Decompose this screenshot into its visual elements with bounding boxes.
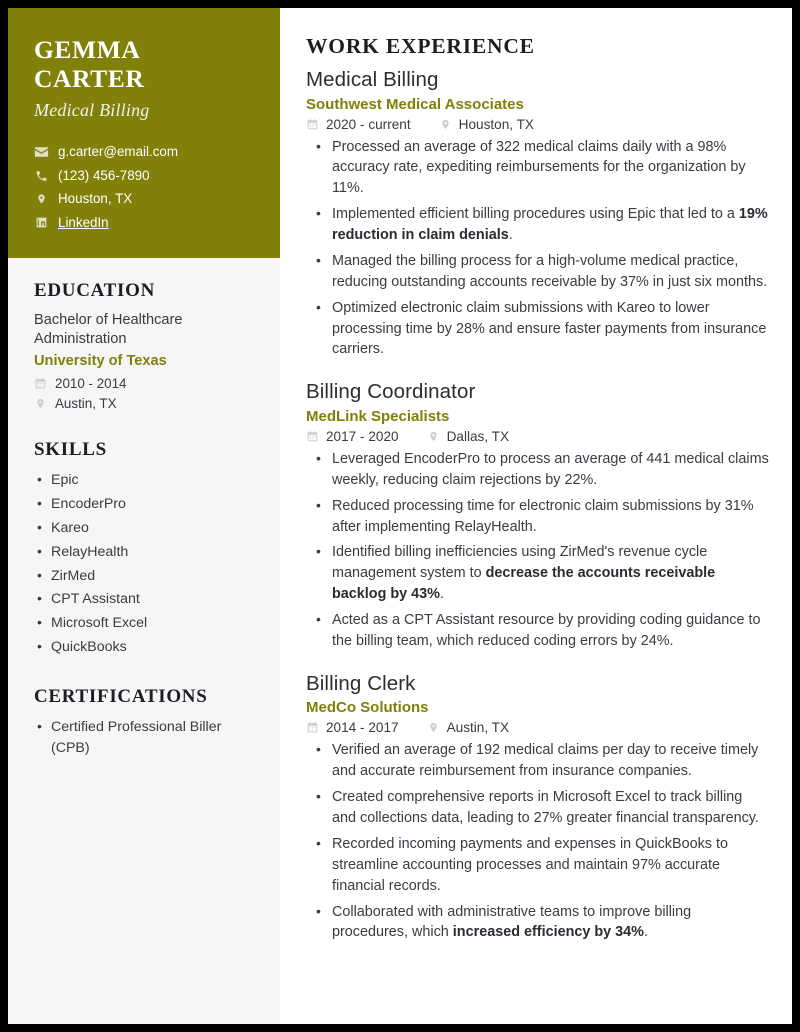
education-dates: 2010 - 2014: [55, 376, 127, 392]
job-bullet-list: [306, 137, 770, 361]
location-pin-icon: [34, 192, 49, 206]
spacer: [34, 411, 254, 439]
skill-item: • Microsoft Excel: [34, 613, 254, 634]
education-school: University of Texas: [34, 353, 167, 370]
envelope-icon: [34, 146, 49, 158]
job-entry: [306, 672, 770, 943]
job-bullet-highlight: 19% reduction in claim denials: [332, 206, 768, 244]
job-location-row: [439, 117, 534, 132]
job-location: Austin, TX: [446, 720, 510, 736]
job-bullet-list: [306, 449, 770, 652]
job-meta: [306, 117, 770, 132]
skill-item: • CPT Assistant: [34, 589, 254, 610]
sidebar-body: [8, 258, 280, 1024]
job-bullet: • Leveraged EncoderPro to process an average of 441 medical claims weekly, reducing claim rejections by 22%.: [310, 449, 770, 491]
job-bullet: • Recorded incoming payments and expenses in QuickBooks to streamline accounting processes and maintain 97% accurate financial records.: [310, 834, 770, 897]
job-bullet: • Managed the billing process for a high-volume medical practice, reducing outstanding accounts receivable by 37% in just six months.: [310, 251, 770, 293]
work-experience-heading: WORK EXPERIENCE: [306, 34, 535, 58]
calendar-icon: [34, 377, 47, 390]
certification-item: • Certified Professional Biller (CPB): [34, 717, 254, 760]
job-entry: [306, 68, 770, 360]
job-location-row: [427, 720, 509, 735]
job-entry: [306, 380, 770, 651]
job-location: Houston, TX: [458, 116, 534, 132]
education-section: [34, 280, 254, 411]
main-content: [280, 8, 792, 1024]
job-list: [306, 68, 770, 943]
spacer: [34, 661, 254, 686]
job-dates-row: [306, 429, 399, 444]
job-bullet: • Verified an average of 192 medical claims per day to receive timely and accurate reimbursement from insurance companies.: [310, 740, 770, 782]
location-pin-icon: [427, 430, 440, 443]
contact-text: (123) 456-7890: [58, 167, 150, 183]
job-title: Medical Billing: [306, 68, 439, 91]
sidebar-header: [8, 8, 280, 258]
resume-page: [8, 8, 792, 1024]
education-location-row: [34, 396, 254, 411]
job-title: Billing Clerk: [306, 671, 416, 695]
job-dates: 2017 - 2020: [326, 428, 399, 444]
skill-item: • RelayHealth: [34, 542, 254, 563]
skills-list: [34, 470, 254, 658]
education-dates-row: [34, 376, 254, 391]
job-dates-row: [306, 117, 411, 132]
job-dates-row: [306, 720, 399, 735]
location-pin-icon: [34, 397, 47, 410]
skill-item: • Epic: [34, 470, 254, 491]
contact-list: [34, 143, 254, 232]
job-bullet-highlight: increased efficiency by 34%: [452, 924, 644, 941]
job-company: Southwest Medical Associates: [306, 95, 524, 113]
candidate-role: Medical Billing: [34, 100, 150, 121]
contact-row-phone: [34, 167, 254, 185]
skill-item: • EncoderPro: [34, 494, 254, 515]
phone-icon: [34, 169, 49, 183]
job-bullet: • Created comprehensive reports in Microsoft Excel to track billing and collections data, leading to 27% greater financial transparency.: [310, 787, 770, 829]
contact-row-location-pin: [34, 190, 254, 208]
contact-text: g.carter@email.com: [58, 144, 179, 160]
linkedin-icon: [34, 216, 49, 229]
job-company: MedLink Specialists: [306, 407, 450, 425]
skill-item: • ZirMed: [34, 566, 254, 587]
job-meta: [306, 720, 770, 735]
job-dates: 2020 - current: [326, 116, 411, 132]
location-pin-icon: [439, 118, 452, 131]
education-degree: Bachelor of Healthcare Administration: [34, 311, 183, 348]
job-bullet-list: [306, 740, 770, 943]
job-bullet: • Implemented efficient billing procedures using Epic that led to a 19% reduction in claim denials.: [310, 204, 770, 246]
job-bullet-highlight: decrease the accounts receivable backlog by 43%: [332, 565, 716, 603]
contact-row-envelope: [34, 143, 254, 161]
job-company: MedCo Solutions: [306, 699, 429, 717]
job-bullet: • Optimized electronic claim submissions with Kareo to lower processing time by 28% and ensure faster payments from insurance carriers.: [310, 298, 770, 361]
skill-item: • Kareo: [34, 518, 254, 539]
contact-row-linkedin[interactable]: [34, 214, 254, 232]
job-location-row: [427, 429, 509, 444]
education-heading: EDUCATION: [34, 279, 156, 301]
skills-section: [34, 439, 254, 658]
sidebar: [8, 8, 280, 1024]
certifications-list: [34, 717, 254, 760]
job-bullet: • Reduced processing time for electronic claim submissions by 31% after implementing RelayHealth.: [310, 496, 770, 538]
job-location: Dallas, TX: [446, 428, 510, 444]
job-bullet: • Identified billing inefficiencies using ZirMed's revenue cycle management system to decrease the accounts receivable backlog by 43%.: [310, 542, 770, 605]
contact-text[interactable]: LinkedIn: [58, 214, 109, 230]
calendar-icon: [306, 118, 319, 131]
location-pin-icon: [427, 721, 440, 734]
certifications-section: [34, 686, 254, 760]
job-title: Billing Coordinator: [306, 380, 476, 404]
job-bullet: • Processed an average of 322 medical claims daily with a 98% accuracy rate, expediting reimbursements for the organization by 11%.: [310, 137, 770, 200]
education-location: Austin, TX: [55, 396, 117, 412]
job-bullet: • Acted as a CPT Assistant resource by providing coding guidance to the billing team, which reduced coding errors by 24%.: [310, 610, 770, 652]
skill-item: • QuickBooks: [34, 637, 254, 658]
job-dates: 2014 - 2017: [326, 720, 399, 736]
calendar-icon: [306, 430, 319, 443]
skills-heading: SKILLS: [34, 439, 107, 461]
job-meta: [306, 429, 770, 444]
contact-text: Houston, TX: [58, 191, 133, 207]
certifications-heading: CERTIFICATIONS: [34, 685, 208, 707]
calendar-icon: [306, 721, 319, 734]
candidate-name: GEMMA CARTER: [34, 35, 145, 93]
job-bullet: • Collaborated with administrative teams to improve billing procedures, which increased efficiency by 34%.: [310, 902, 770, 944]
